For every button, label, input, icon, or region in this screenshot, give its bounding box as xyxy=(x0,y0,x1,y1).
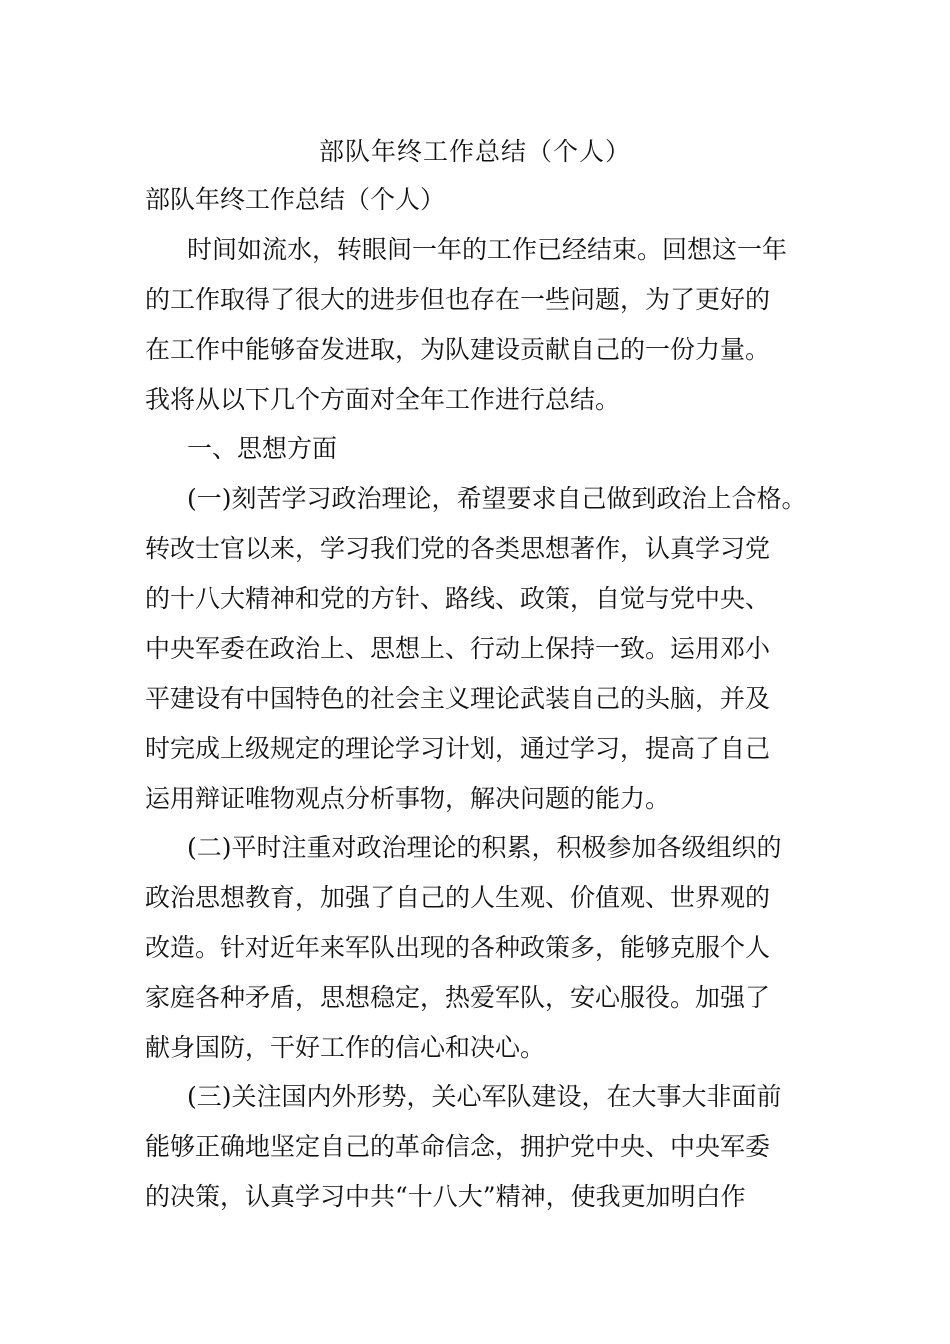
text-line: 时完成上级规定的理论学习计划，通过学习，提高了自己 xyxy=(145,734,771,763)
text-line: 我将从以下几个方面对全年工作进行总结。 xyxy=(145,385,621,414)
text-line: 在工作中能够奋发进取，为队建设贡献自己的一份力量。 xyxy=(145,335,771,364)
text-line: 转改士官以来，学习我们党的各类思想著作，认真学习党 xyxy=(145,534,771,563)
text-line: 的工作取得了很大的进步但也存在一些问题，为了更好的 xyxy=(145,285,771,314)
text-line: 平建设有中国特色的社会主义理论武装自己的头脑，并及 xyxy=(145,684,771,713)
text-line: (二)平时注重对政治理论的积累，积极参加各级组织的 xyxy=(187,833,782,862)
text-line: 献身国防，干好工作的信心和决心。 xyxy=(145,1033,546,1062)
text-line: 的十八大精神和党的方针、路线、政策，自觉与党中央、 xyxy=(145,584,771,613)
text-line: 中央军委在政治上、思想上、行动上保持一致。运用邓小 xyxy=(145,634,771,663)
section-heading: 一、思想方面 xyxy=(187,434,338,463)
text-line: (一)刻苦学习政治理论，希望要求自己做到政治上合格。 xyxy=(187,484,807,513)
text-line: 能够正确地坚定自己的革命信念，拥护党中央、中央军委 xyxy=(145,1132,771,1161)
text-line: 家庭各种矛盾，思想稳定，热爱军队，安心服役。加强了 xyxy=(145,983,771,1012)
text-line: (三)关注国内外形势，关心军队建设，在大事大非面前 xyxy=(187,1082,782,1111)
text-line: 运用辩证唯物观点分析事物，解决问题的能力。 xyxy=(145,784,671,813)
text-line: 时间如流水，转眼间一年的工作已经结束。回想这一年 xyxy=(187,235,788,264)
text-line: 政治思想教育，加强了自己的人生观、价值观、世界观的 xyxy=(145,883,771,912)
text-line: 的决策，认真学习中共“十八大”精神，使我更加明白作 xyxy=(145,1182,746,1211)
text-line: 改造。针对近年来军队出现的各种政策多，能够克服个人 xyxy=(145,933,771,962)
document-subtitle: 部队年终工作总结（个人） xyxy=(145,185,446,214)
document-title: 部队年终工作总结（个人） xyxy=(318,137,631,166)
